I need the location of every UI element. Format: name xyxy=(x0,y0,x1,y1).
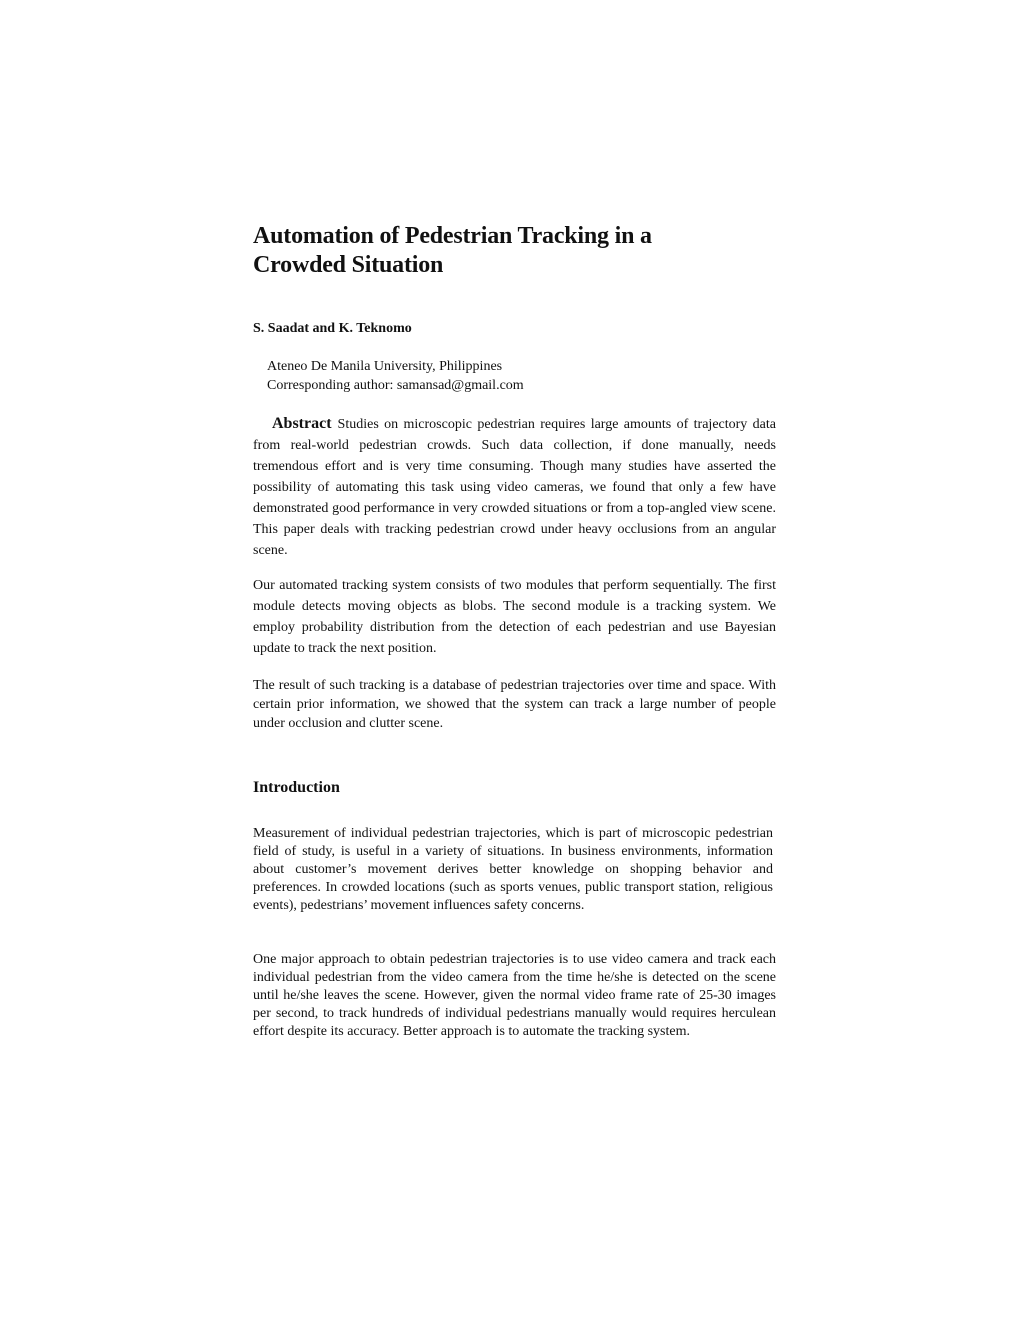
intro-paragraph-2: One major approach to obtain pedestrian trajectories is to use video camera and track each individual pedestrian from the video camera from the time he/she is detected on the scene until he/she leaves the scene. However, given the normal video frame rate of 25-30 images per second, to track hundreds of individual pedestrians manually would requires herculean effort despite its accuracy. Better approach is to automate the tracking system. xyxy=(253,952,776,1039)
paper-page xyxy=(253,222,776,1039)
authors: S. Saadat and K. Teknomo xyxy=(253,321,412,336)
abstract-paragraph-2: Our automated tracking system consists of two modules that perform sequentially. The first module detects moving objects as blobs. The second module is a tracking system. We employ probability distribution from the detection of each pedestrian and use Bayesian update to track the next position. xyxy=(253,578,776,656)
affiliation: Ateneo De Manila University, Philippines xyxy=(267,359,503,374)
abstract-text: Studies on microscopic pedestrian requires large amounts of trajectory data from real-world pedestrian crowds. Such data collection, if done manually, needs tremendous effort and is very time consuming. Though many studies have asserted the possibility of automating this task using video cameras, we found that only a few have demonstrated good performance in very crowded situations or from a top-angled view scene. This paper deals with tracking pedestrian crowd under heavy occlusions from an angular scene. xyxy=(253,417,776,558)
intro-paragraph-1: Measurement of individual pedestrian trajectories, which is part of microscopic pedestrian field of study, is useful in a variety of situations. In business environments, information about customer’s movement derives better knowledge on shopping behavior and preferences. In crowded locations (such as sports venues, public transport station, religious events), pedestrians’ movement influences safety concerns. xyxy=(253,826,773,913)
affiliation-block xyxy=(267,357,524,395)
abstract xyxy=(253,413,776,561)
abstract-paragraph-3: The result of such tracking is a database of pedestrian trajectories over time and space. With certain prior information, we showed that the system can track a large number of people under occlusion and clutter scene. xyxy=(253,678,776,731)
title-line-2: Crowded Situation xyxy=(253,252,444,278)
section-heading-introduction: Introduction xyxy=(253,779,340,796)
corresponding-author: Corresponding author: samansad@gmail.com xyxy=(267,378,524,393)
paper-title xyxy=(253,222,776,280)
abstract-label: Abstract xyxy=(272,415,332,432)
title-line-1: Automation of Pedestrian Tracking in a xyxy=(253,223,652,249)
